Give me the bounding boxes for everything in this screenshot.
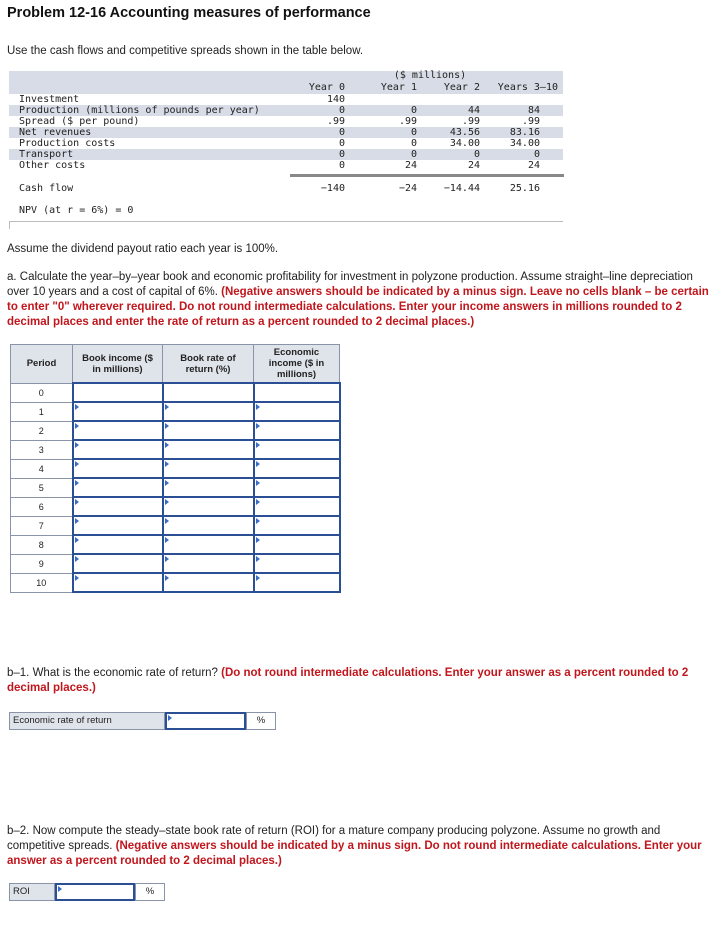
cashflow-cell: 24 [527,160,540,171]
col-header-year0: Year 0 [308,82,345,93]
input-flag-icon [165,423,169,429]
part-b1-lead: b–1. What is the economic rate of return? [7,667,218,679]
cashflow-cell: 0 [338,127,345,138]
book-rate-input[interactable] [163,516,254,535]
economic-income-input[interactable] [254,383,340,402]
col-header-year2: Year 2 [443,82,480,93]
cashflow-cell: 44 [467,105,480,116]
input-flag-icon [165,461,169,467]
input-flag-icon [75,537,79,543]
economic-income-input[interactable] [254,402,340,421]
dividend-note: Assume the dividend payout ratio each year is 100%. [7,243,279,255]
cashflow-cell: 0 [410,138,417,149]
input-flag-icon [256,575,260,581]
book-income-input[interactable] [73,478,163,497]
book-income-input[interactable] [73,402,163,421]
book-rate-input[interactable] [163,497,254,516]
table-row [11,402,340,421]
cashflow-cell: .99 [521,116,540,127]
book-income-input[interactable] [73,440,163,459]
input-flag-icon [75,404,79,410]
table-row [11,478,340,497]
cashflow-cell: 0 [338,138,345,149]
book-rate-input[interactable] [163,478,254,497]
cashflow-row-label: Investment [19,94,80,105]
profitability-table [10,344,341,593]
cashflow-cell: 140 [326,94,345,105]
book-rate-input[interactable] [163,573,254,592]
book-rate-input[interactable] [163,535,254,554]
book-rate-input[interactable] [163,421,254,440]
book-income-input[interactable] [73,421,163,440]
cash-flow-years3-10: 25.16 [509,183,540,194]
cashflow-cell: 34.00 [449,138,480,149]
period-cell: 4 [11,459,73,478]
table-row [11,440,340,459]
table-row [11,516,340,535]
cashflow-row-label: Transport [19,149,74,160]
input-flag-icon [165,537,169,543]
period-cell: 2 [11,421,73,440]
book-income-input[interactable] [73,497,163,516]
book-income-input[interactable] [73,516,163,535]
cashflow-cell: .99 [461,116,480,127]
input-flag-icon [165,556,169,562]
table-corner [9,221,10,229]
input-flag-icon [256,556,260,562]
input-flag-icon [256,423,260,429]
period-cell: 9 [11,554,73,573]
input-flag-icon [256,442,260,448]
table-row [11,421,340,440]
period-cell: 7 [11,516,73,535]
cashflow-cell: .99 [326,116,345,127]
table-row [11,497,340,516]
cashflow-cell: 0 [410,127,417,138]
economic-income-input[interactable] [254,573,340,592]
cash-flow-year1: −24 [398,183,417,194]
book-income-input[interactable] [73,383,163,402]
period-cell: 6 [11,497,73,516]
cashflow-cell: 34.00 [509,138,540,149]
book-rate-input[interactable] [163,402,254,421]
book-income-input[interactable] [73,535,163,554]
part-b1-instructions: (Do not round intermediate calculations. Enter your answer as a percent rounded to 2 decimal places.) [7,667,689,694]
book-rate-input[interactable] [163,383,254,402]
total-rule [290,174,564,177]
period-cell: 3 [11,440,73,459]
table-bottom-rule [9,221,563,222]
npv-label: NPV (at r = 6%) = 0 [19,205,134,216]
table-row [11,459,340,478]
economic-rate-unit: % [246,712,276,730]
input-flag-icon [58,886,62,892]
part-a-lead: a. Calculate the year–by–year book and economic profitability for investment in polyzone production. Assume straight–line depreciation over 10 years and a cost of capital of 6%. [7,271,693,298]
book-rate-input[interactable] [163,459,254,478]
cashflow-row-label: Net revenues [19,127,92,138]
input-flag-icon [165,404,169,410]
cashflow-cell: 0 [410,105,417,116]
cashflow-cell: 84 [527,105,540,116]
cashflow-cell: 24 [404,160,417,171]
cashflow-row-label: Spread ($ per pound) [19,116,140,127]
header-period: Period [11,345,73,384]
header-book-rate: Book rate of return (%) [163,345,254,384]
cashflow-row-label: Production costs [19,138,116,149]
cashflow-cell: 0 [338,149,345,160]
input-flag-icon [168,715,172,721]
cash-flow-year2: −14.44 [443,183,480,194]
input-flag-icon [75,461,79,467]
economic-income-input[interactable] [254,421,340,440]
economic-income-input[interactable] [254,554,340,573]
col-header-year1: Year 1 [380,82,417,93]
cashflow-cell: 0 [410,149,417,160]
input-flag-icon [165,499,169,505]
input-flag-icon [75,575,79,581]
cashflow-cell: 24 [467,160,480,171]
input-flag-icon [256,404,260,410]
part-a-instructions: (Negative answers should be indicated by a minus sign. Leave no cells blank – be certain to enter "0" wherever required. Do not round intermediate calculations. Enter your income answers in millions rounded to 2 decimal places and enter the rate of return as a percent rounded to 2 decimal places.) [7,286,709,328]
unit-header: ($ millions) [393,70,467,81]
book-income-input[interactable] [73,554,163,573]
economic-income-input[interactable] [254,478,340,497]
cashflow-row-label: Production (millions of pounds per year) [19,105,260,116]
input-flag-icon [256,461,260,467]
input-flag-icon [256,480,260,486]
book-rate-input[interactable] [163,440,254,459]
input-flag-icon [75,518,79,524]
cashflow-cell: 0 [473,149,480,160]
period-cell: 0 [11,383,73,402]
header-economic-income: Economic income ($ in millions) [254,345,340,384]
input-flag-icon [165,480,169,486]
cash-flow-label: Cash flow [19,183,74,194]
cashflow-cell: 0 [338,105,345,116]
input-flag-icon [75,556,79,562]
input-flag-icon [256,499,260,505]
table-row [11,573,340,592]
input-flag-icon [256,518,260,524]
part-b1-text [7,666,713,696]
cashflow-cell: 0 [338,160,345,171]
economic-income-input[interactable] [254,440,340,459]
input-flag-icon [75,480,79,486]
input-flag-icon [165,442,169,448]
intro-text: Use the cash flows and competitive spreads shown in the table below. [7,45,364,57]
period-cell: 5 [11,478,73,497]
period-cell: 1 [11,402,73,421]
input-flag-icon [75,423,79,429]
part-b2-text [7,824,713,869]
cashflow-row-label: Other costs [19,160,86,171]
economic-rate-input[interactable] [165,712,246,730]
input-flag-icon [165,518,169,524]
table-row [11,383,340,402]
part-b2-instructions: (Negative answers should be indicated by a minus sign. Do not round intermediate calculations. Enter your answer as a percent rounded to 2 decimal places.) [7,840,702,867]
header-book-income: Book income ($ in millions) [73,345,163,384]
profitability-table-body [11,383,340,592]
table-row [11,554,340,573]
input-flag-icon [75,499,79,505]
table-row [11,535,340,554]
col-header-years3-10: Years 3–10 [497,82,558,93]
roi-unit: % [135,883,165,901]
economic-rate-label: Economic rate of return [9,712,165,730]
page-title: Problem 12-16 Accounting measures of performance [7,5,371,21]
economic-income-input[interactable] [254,459,340,478]
part-b2-lead: b–2. Now compute the steady–state book rate of return (ROI) for a mature company producing polyzone. Assume no growth and competitive spreads. [7,825,661,852]
economic-income-input[interactable] [254,516,340,535]
part-a-text [7,270,713,330]
cashflow-cell: 83.16 [509,127,540,138]
book-rate-input[interactable] [163,554,254,573]
book-income-input[interactable] [73,459,163,478]
economic-income-input[interactable] [254,535,340,554]
economic-income-input[interactable] [254,497,340,516]
book-income-input[interactable] [73,573,163,592]
period-cell: 10 [11,573,73,592]
cashflow-cell: 43.56 [449,127,480,138]
roi-input[interactable] [55,883,135,901]
period-cell: 8 [11,535,73,554]
roi-label: ROI [9,883,55,901]
input-flag-icon [75,442,79,448]
cashflow-cell: .99 [398,116,417,127]
cash-flow-year0: −140 [320,183,345,194]
cashflow-cell: 0 [533,149,540,160]
input-flag-icon [165,575,169,581]
input-flag-icon [256,537,260,543]
